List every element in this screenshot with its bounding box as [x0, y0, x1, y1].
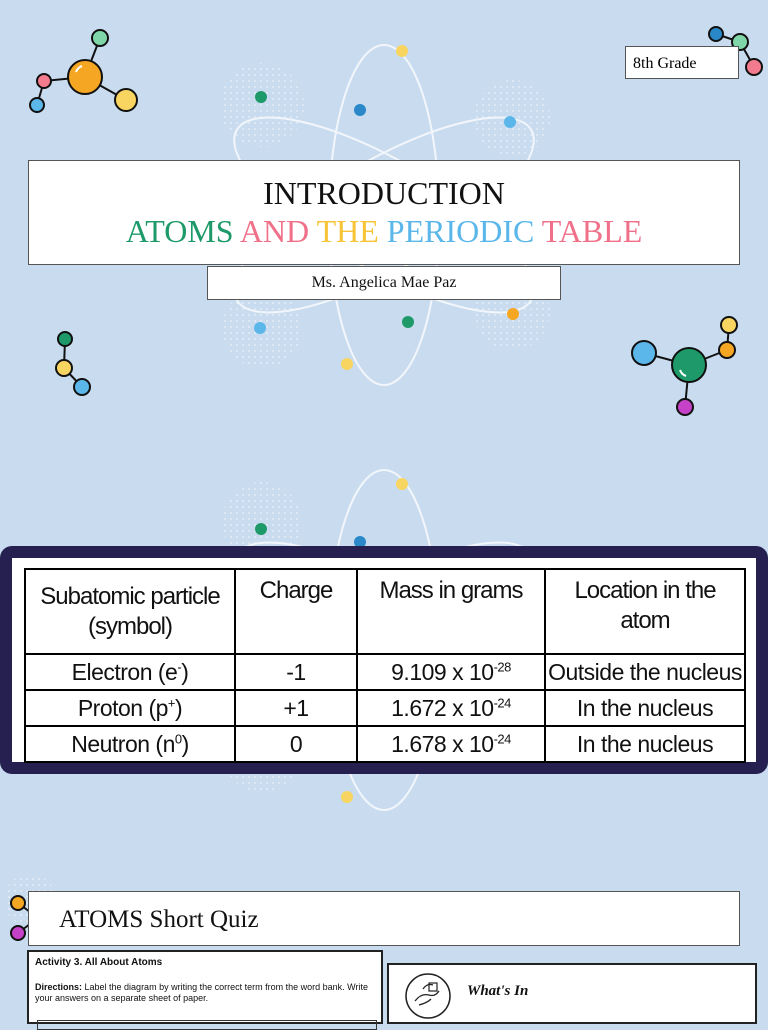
location-cell: In the nucleus [545, 690, 745, 726]
molecule-right-icon [632, 317, 737, 415]
table-row [25, 726, 745, 762]
directions-text: Label the diagram by writing the correct term from the word bank. Write your answers on a separate sheet of paper. [35, 982, 368, 1003]
title-word-atoms: ATOMS [125, 213, 234, 249]
mass-cell: 1.678 x $10^{-24}$ [357, 726, 545, 762]
location-cell: In the nucleus [545, 726, 745, 762]
mass-cell: 1.672 x $10^{-24}$ [357, 690, 545, 726]
title-card [28, 160, 740, 265]
grade-label: 8th Grade [625, 46, 739, 79]
title-word-and: AND [239, 213, 310, 249]
diagram-box [37, 1020, 377, 1030]
particle-cell: Proton (p+) [25, 690, 235, 726]
title-introduction: INTRODUCTION [263, 175, 505, 211]
column-header: Mass in grams [357, 569, 545, 654]
particle-cell: Electron (e-) [25, 654, 235, 690]
subatomic-particle-table [24, 568, 746, 763]
title-word-table: TABLE [541, 213, 643, 249]
activity-directions [35, 982, 375, 1004]
location-cell: Outside the nucleus [545, 654, 745, 690]
column-header: Charge [235, 569, 357, 654]
charge-cell: 0 [235, 726, 357, 762]
charge-cell: +1 [235, 690, 357, 726]
charge-cell: -1 [235, 654, 357, 690]
directions-label: Directions: [35, 982, 83, 992]
table-row [25, 690, 745, 726]
whats-in-card[interactable] [387, 963, 757, 1024]
mass-cell: 9.109 x $10^{-28}$ [357, 654, 545, 690]
activity-title: Activity 3. All About Atoms [35, 957, 163, 968]
whats-in-label: What's In [467, 983, 529, 999]
table-row [25, 654, 745, 690]
particle-cell: Neutron $(n^0)$ [25, 726, 235, 762]
column-header: Subatomic particle (symbol) [25, 569, 235, 654]
molecule-top-left-icon [30, 30, 137, 112]
activity-card[interactable] [27, 950, 383, 1024]
column-header: Location in the atom [545, 569, 745, 654]
molecule-left-icon [56, 332, 90, 395]
title-word-periodic: PERIODIC [386, 213, 535, 249]
author-label: Ms. Angelica Mae Paz [207, 266, 561, 300]
title-subtitle [29, 213, 739, 249]
quiz-title: ATOMS Short Quiz [28, 891, 740, 946]
title-word-the: THE [316, 213, 379, 249]
table-header-row [25, 569, 745, 654]
puzzle-hand-icon [403, 971, 453, 1021]
